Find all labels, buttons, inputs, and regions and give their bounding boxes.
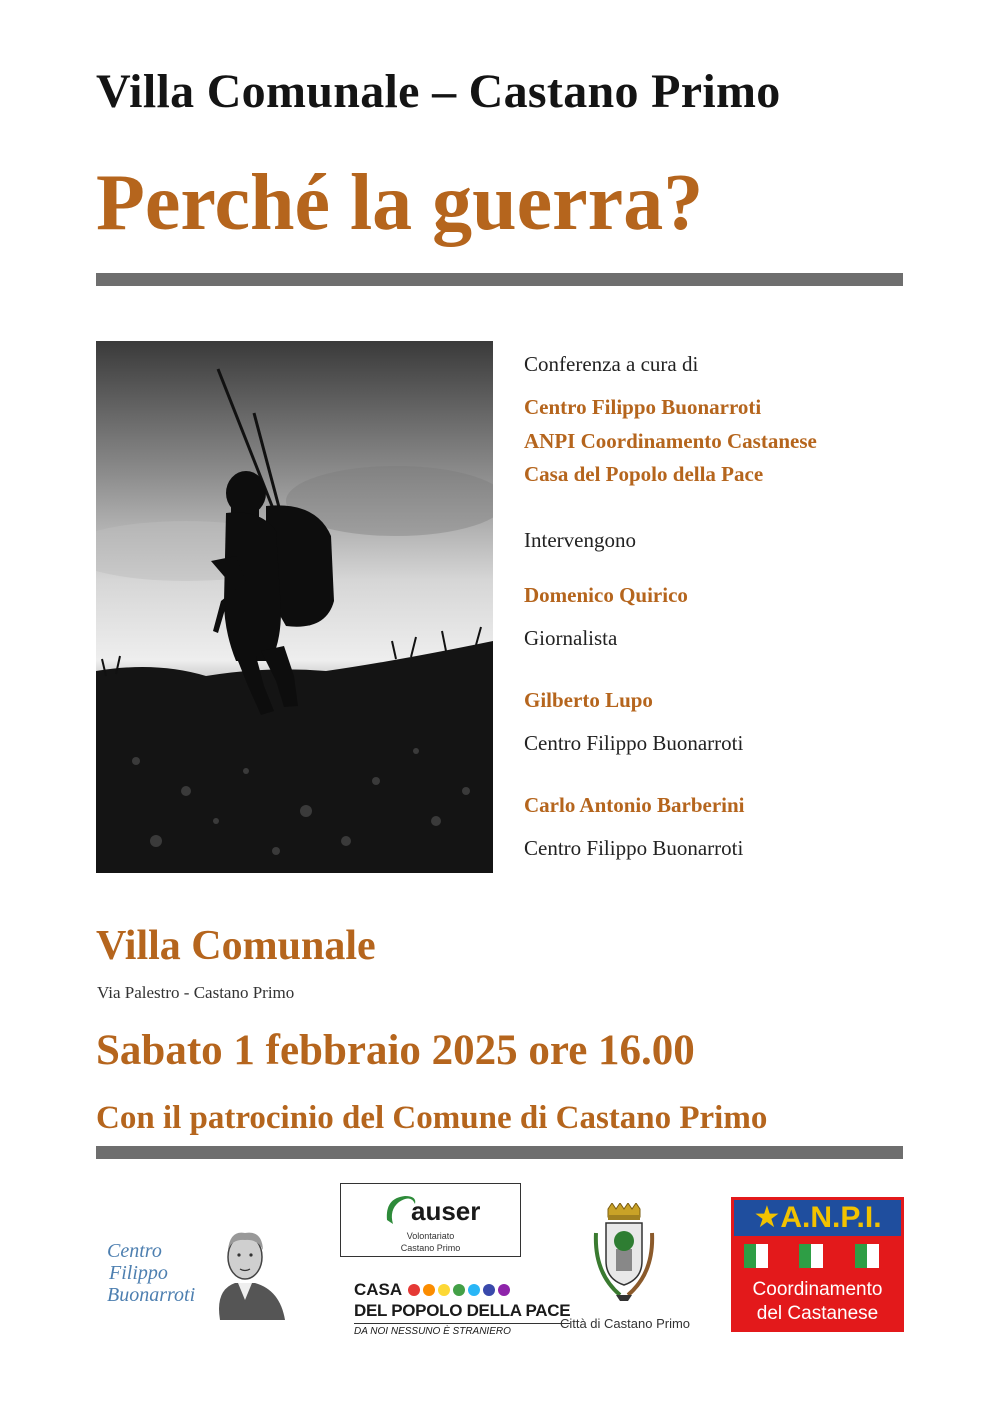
main-title: Perché la guerra?	[96, 159, 704, 247]
organizer-anpi: ANPI Coordinamento Castanese	[524, 429, 817, 453]
event-datetime: Sabato 1 febbraio 2025 ore 16.00	[96, 1027, 695, 1074]
anpi-logo	[731, 1197, 904, 1332]
citta-caption: Città di Castano Primo	[559, 1316, 691, 1331]
soldier-silhouette-photo	[96, 341, 493, 873]
bottom-divider	[96, 1146, 903, 1159]
event-patronage: Con il patrocinio del Comune di Castano Primo	[96, 1100, 768, 1136]
color-dot	[438, 1284, 450, 1296]
color-dot	[468, 1284, 480, 1296]
anpi-line1: Coordinamento	[752, 1279, 883, 1300]
event-venue: Villa Comunale	[96, 923, 376, 969]
centro-line-1: Centro	[107, 1240, 162, 1262]
organizer-casa-popolo: Casa del Popolo della Pace	[524, 462, 764, 486]
casa-tagline: DA NOI NESSUNO È STRANIERO	[354, 1323, 570, 1337]
buonarroti-portrait-icon	[200, 1225, 290, 1320]
casa-color-dots	[408, 1284, 513, 1296]
top-divider	[96, 273, 903, 286]
centro-line-2: Filippo	[109, 1262, 168, 1284]
color-dot	[423, 1284, 435, 1296]
casa-popolo-logo	[354, 1280, 570, 1337]
conference-intro: Conferenza a cura di	[524, 352, 699, 376]
header-venue-title: Villa Comunale – Castano Primo	[96, 65, 781, 118]
centro-line-3: Buonarroti	[107, 1284, 196, 1306]
auser-logo	[340, 1183, 521, 1257]
auser-line2: Castano Primo	[400, 1243, 461, 1253]
speaker-role-lupo: Centro Filippo Buonarroti	[524, 731, 744, 755]
anpi-subtitle	[734, 1278, 901, 1326]
castano-primo-coat-of-arms-icon	[590, 1203, 658, 1303]
anpi-star-icon: ★	[753, 1201, 781, 1234]
organizer-centro-buonarroti: Centro Filippo Buonarroti	[524, 395, 762, 419]
speaker-role-quirico: Giornalista	[524, 626, 618, 650]
speaker-role-barberini: Centro Filippo Buonarroti	[524, 836, 744, 860]
centro-buonarroti-logo-text	[107, 1240, 195, 1306]
casa-line2: DEL POPOLO DELLA PACE	[354, 1301, 571, 1320]
color-dot	[483, 1284, 495, 1296]
speakers-label: Intervengono	[524, 528, 636, 552]
color-dot	[453, 1284, 465, 1296]
anpi-line2: del Castanese	[756, 1303, 879, 1324]
italian-flag-icon	[855, 1242, 891, 1270]
event-address: Via Palestro - Castano Primo	[97, 983, 295, 1002]
color-dot	[498, 1284, 510, 1296]
casa-line1: CASA	[354, 1280, 403, 1299]
auser-line1: Volontariato	[406, 1231, 455, 1241]
speaker-name-lupo: Gilberto Lupo	[524, 688, 653, 712]
speaker-name-barberini: Carlo Antonio Barberini	[524, 793, 745, 817]
anpi-flags	[734, 1238, 901, 1274]
speaker-name-quirico: Domenico Quirico	[524, 583, 688, 607]
italian-flag-icon	[744, 1242, 780, 1270]
anpi-title: A.N.P.I.	[780, 1201, 882, 1234]
color-dot	[408, 1284, 420, 1296]
anpi-header	[734, 1200, 901, 1236]
italian-flag-icon	[799, 1242, 835, 1270]
auser-name: auser	[411, 1196, 481, 1226]
